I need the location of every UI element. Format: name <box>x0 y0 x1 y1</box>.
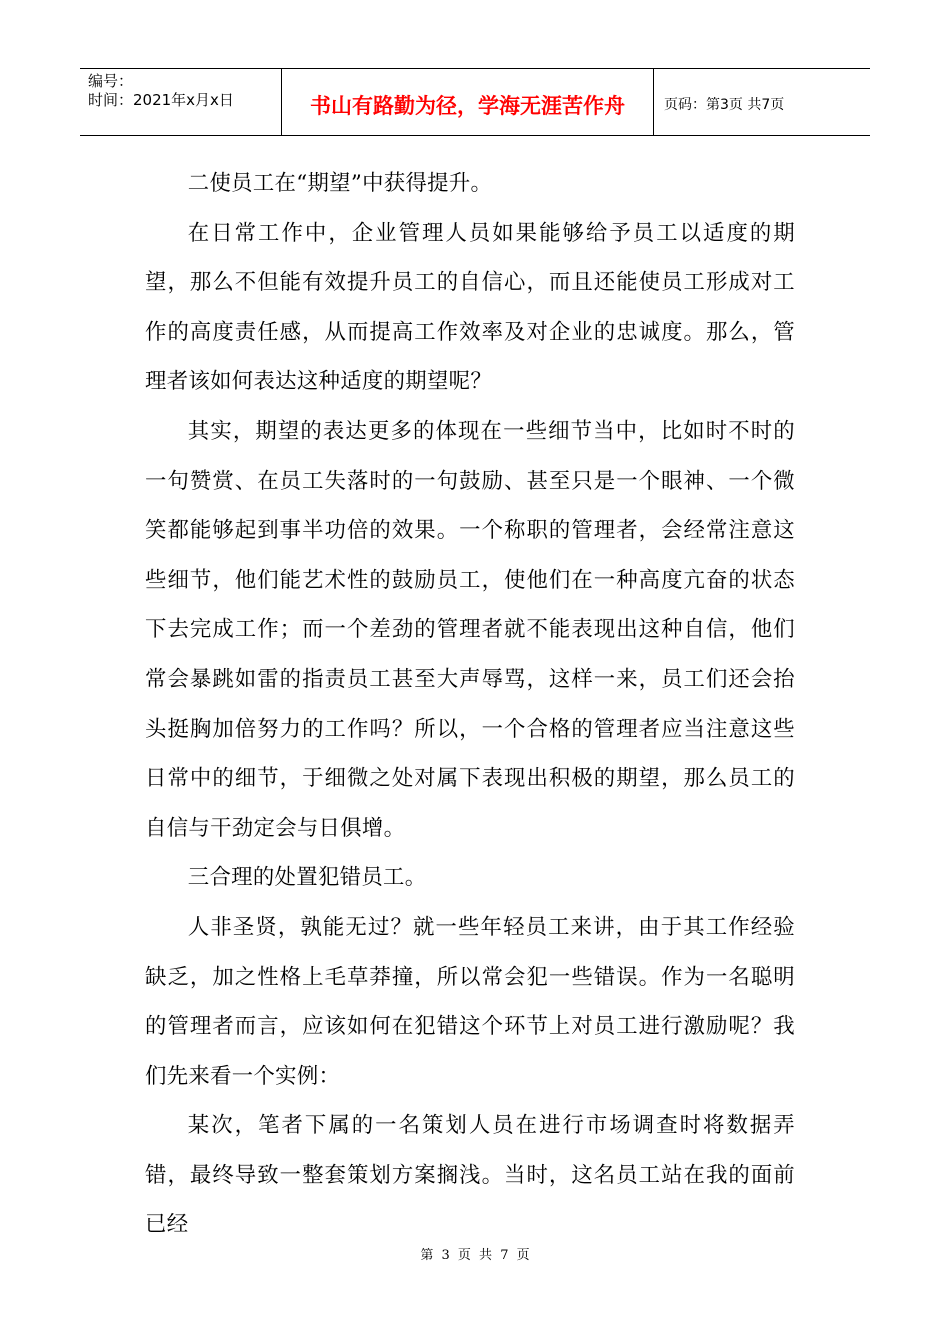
document-number-label: 编号： <box>88 72 134 90</box>
body-paragraph: 人非圣贤，孰能无过？就一些年轻员工来讲，由于其工作经验缺乏，加之性格上毛草莽撞，所以常会犯一些错误。作为一名聪明的管理者而言，应该如何在犯错这个环节上对员工进行激励呢？我们先来看一个实例： <box>145 914 795 1089</box>
body-paragraph: 某次，笔者下属的一名策划人员在进行市场调查时将数据弄错，最终导致一整套策划方案搁浅。当时，这名员工站在我的面前已经 <box>145 1113 795 1238</box>
body-paragraph: 二使员工在“期望”中获得提升。 <box>187 171 493 196</box>
body-paragraph: 其实，期望的表达更多的体现在一些细节当中，比如时不时的一句赞赏、在员工失落时的一句鼓励、甚至只是一个眼神、一个微笑都能够起到事半功倍的效果。一个称职的管理者，会经常注意这些细节，他们能艺术性的鼓励员工，使他们在一种高度亢奋的状态下去完成工作；而一个差劲的管理者就不能表现出这种自信，他们常会暴跳如雷的指责员工甚至大声辱骂，这样一来，员工们还会抬头挺胸加倍努力的工作吗？所以，一个合格的管理者应当注意这些日常中的细节，于细微之处对属下表现出积极的期望，那么员工的自信与干劲定会与日俱增。 <box>145 418 795 841</box>
header-meta-cell <box>80 69 282 135</box>
body-paragraph: 在日常工作中，企业管理人员如果能够给予员工以适度的期望，那么不但能有效提升员工的自信心，而且还能使员工形成对工作的高度责任感，从而提高工作效率及对企业的忠诚度。那么，管理者该如何表达这种适度的期望呢？ <box>145 220 795 395</box>
body-paragraph: 三合理的处置犯错员工。 <box>187 865 427 891</box>
document-header <box>80 68 870 136</box>
document-date-label: 时间：2021年x月x日 <box>88 91 234 109</box>
header-motto: 书山有路勤为径，学海无涯苦作舟 <box>282 69 654 135</box>
page-footer: 第 3 页 共 7 页 <box>420 1248 530 1263</box>
document-body <box>145 159 795 1250</box>
header-page-info: 页码：第3页 共7页 <box>664 97 785 113</box>
